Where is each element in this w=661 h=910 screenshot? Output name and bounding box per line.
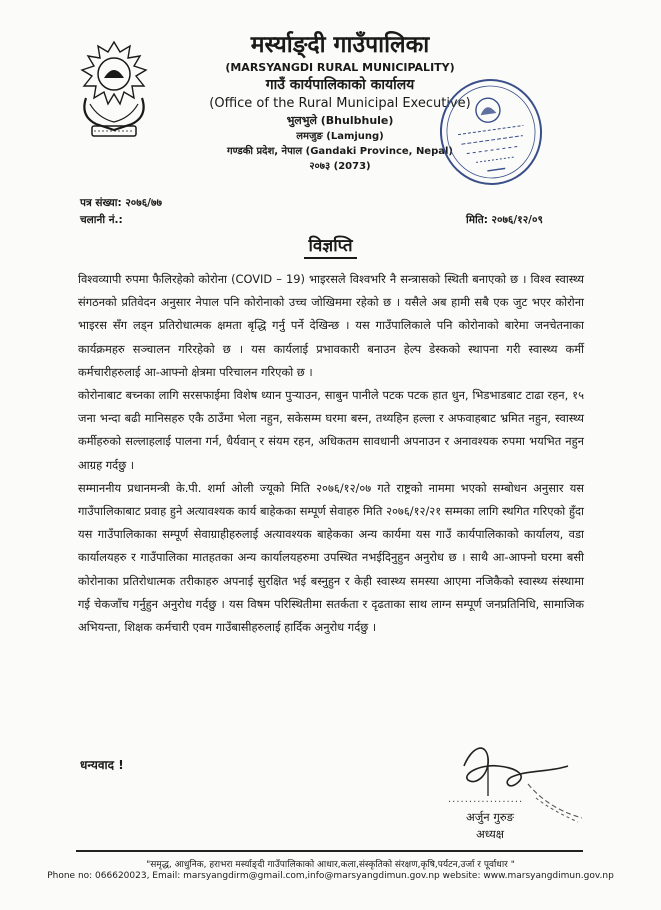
paragraph: कोरोनाबाट बच्नका लागि सरसफाईमा विशेष ध्यान पुर्‍याउन, साबुन पानीले पटक पटक हात धुन, भिडभाडबाट टाढा रहन, १५ जना भन्दा बढी मानिसहरु एकै ठाउँमा भेला नहुन, सकेसम्म घरमा बस्न, तथ्यहिन हल्ला र अफवाहबाट भ्रमित नहुन, स्वास्थ्य कर्मीहरुको सल्लाहलाई पालना गर्न, धैर्यवान् र संयम रहन, अधिकतम सावधानी अपनाउन र अनावश्यक रुपमा भयभित नहुन आग्रह गर्दछु ।: [78, 388, 584, 472]
municipality-name-ne: मर्स्याङ्दी गाउँपालिका: [250, 32, 430, 58]
notice-title: [0, 233, 661, 256]
thank-you-text: धन्यवाद !: [80, 758, 124, 772]
footer-slogan: "समृद्ध, आधुनिक, हराभरा मर्स्याङ्दी गाउँपालिकाको आधार,कला,संस्कृतिको संरक्षण,कृषि,पर्यटन,उर्जा र पूर्वाधार ": [146, 860, 515, 870]
paragraph: सम्माननीय प्रधानमन्त्री के.पी. शर्मा ओली ज्यूको मिति २०७६/१२/०७ गते राष्ट्रको नाममा भएको सम्बोधन अनुसार यस गाउँपालिकाबाट प्रवाह हुने अत्यावश्यक कार्य बाहेकका सम्पूर्ण सेवाहरु मिति २०७६/१२/२१ सम्मका लागि स्थगित गरिएको हुँदा यस गाउँपालिकाका सम्पूर्ण सेवाग्राहीहरुलाई अत्यावश्यक बाहेकका अन्य कार्यमा यस गाउँ कार्यपालिकाको कार्यालय, वडा कार्यालयहरु र गाउँपालिका मातहतका अन्य कार्यालयहरुमा उपस्थित नभईदिनुहुन अनुरोध छ । साथै आ-आफ्नो घरमा बसी कोरोनाका प्रतिरोधात्मक तरीकाहरु अपनाई सुरक्षित भई बस्नुहुन र केही स्वास्थ्य समस्या आएमा नजिकैको स्वास्थ्य संस्थामा गई चेकजाँच गर्नुहुन अनुरोध गर्दछु । यस विषम परिस्थितीमा सतर्कता र दृढताका साथ लाग्न सम्पूर्ण जनप्रतिनिधि, सामाजिक अभियन्ता, शिक्षक कर्मचारी एवम गाउँबासीहरुलाई हार्दिक अनुरोध गर्दछु ।: [78, 480, 584, 635]
notice-body: [78, 268, 584, 639]
district-name: लमजुङ (Lamjung): [296, 131, 384, 142]
letter-date: मिति: २०७६/१२/०९: [466, 214, 543, 226]
footer-contact: Phone no: 066620023, Email: marsyangdirm@gmail.com,info@marsyangdimun.gov.np website: www.marsyangdimun.gov.np: [47, 871, 614, 881]
reference-number: पत्र संख्या: २०७६/७७: [80, 197, 162, 209]
province-name: गण्डकी प्रदेश, नेपाल (Gandaki Province, Nepal): [227, 146, 453, 157]
municipality-name-en: (MARSYANGDI RURAL MUNICIPALITY): [225, 61, 455, 74]
notice-title-text: विज्ञप्ति: [304, 236, 356, 259]
office-name-ne: गाउँ कार्यपालिकाको कार्यालय: [265, 77, 415, 93]
dispatch-number: चलानी नं.:: [80, 214, 123, 226]
nepal-emblem-icon: [70, 38, 158, 142]
footer-divider: [76, 850, 583, 852]
signature-line: ..................: [448, 794, 524, 805]
established-year: २०७३ (2073): [309, 161, 371, 172]
signatory-name: अर्जुन गुरुङ: [465, 810, 515, 824]
paragraph: विश्वव्यापी रुपमा फैलिरहेको कोरोना (COVID – 19) भाइरसले विश्वभरि नै सन्त्रासको स्थिती बनाएको छ । विश्व स्वास्थ्य संगठनको प्रतिवेदन अनुसार नेपाल पनि कोरोनाको उच्च जोखिममा रहेको छ । यसैले अब हामी सबै एक जुट भएर कोरोना भाइरस सँग लड्न प्रतिरोधात्मक क्षमता बृद्धि गर्नु पर्ने देखिन्छ । यस गाउँपालिकाले पनि कोरोनाको बारेमा जनचेतनाका कार्यक्रमहरु सञ्चालन गरिरहेको छ । यस कार्यलाई प्रभावकारी बनाउन हेल्प डेस्कको स्थापना गरी स्वास्थ्य कर्मी कर्मचारीहरुलाई आ-आफ्नो क्षेत्रमा परिचालन गरिएको छ ।: [78, 272, 584, 379]
office-name-en: (Office of the Rural Municipal Executive): [209, 96, 471, 111]
place-name: भुलभुले (Bhulbhule): [286, 114, 394, 127]
signatory-title: अध्यक्ष: [475, 827, 505, 841]
official-stamp: [436, 74, 546, 190]
signatory: [440, 809, 540, 843]
